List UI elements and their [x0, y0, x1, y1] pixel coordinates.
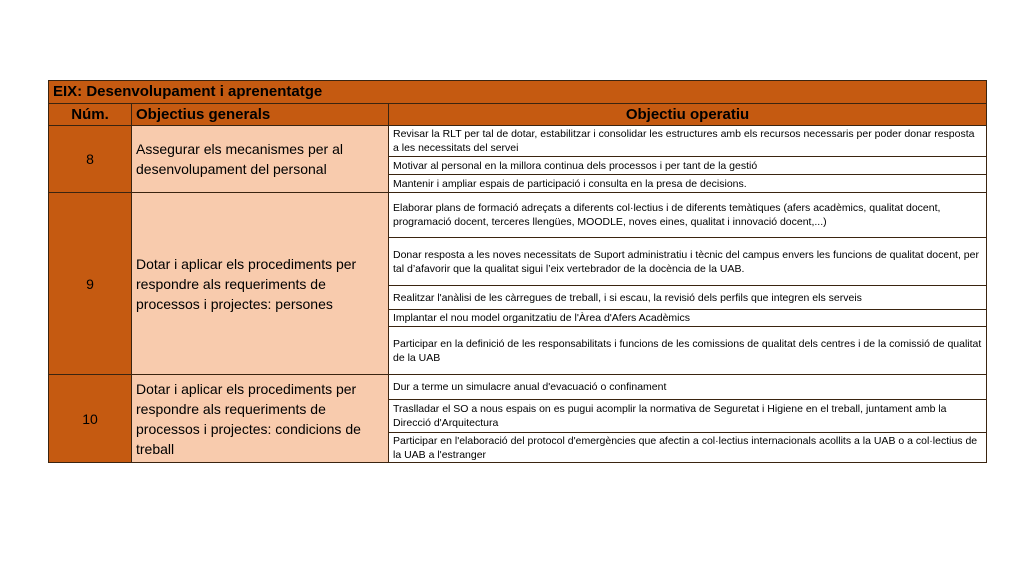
operational-objective: Participar en la definició de les responsabilitats i funcions de les comissions de qualitat dels centres i de la comissió de qualitat de la UAB — [389, 327, 987, 375]
table-title: EIX: Desenvolupament i aprenentatge — [49, 81, 987, 104]
row-num: 8 — [49, 126, 132, 193]
operational-objective: Implantar el nou model organitzatiu de l'Àrea d'Afers Acadèmics — [389, 310, 987, 327]
operational-objective: Motivar al personal en la millora continua dels processos i per tant de la gestió — [389, 157, 987, 175]
row-general-objective: Dotar i aplicar els procediments per respondre als requeriments de processos i projectes: persones — [132, 193, 389, 375]
table-row — [49, 375, 987, 400]
operational-objective: Realitzar l'anàlisi de les càrregues de treball, i si escau, la revisió dels perfils que integren els serveis — [389, 286, 987, 310]
operational-objective: Donar resposta a les noves necessitats de Suport administratiu i tècnic del campus envers les funcions de qualitat docent, per tal d’afavorir que la qualitat sigui l’eix vertebrador de la docència de la UAB. — [389, 238, 987, 286]
row-num: 10 — [49, 375, 132, 463]
operational-objective: Traslladar el SO a nous espais on es pugui acomplir la normativa de Seguretat i Higiene en el treball, juntament amb la Direcció d'Arquitectura — [389, 400, 987, 433]
operational-objective: Participar en l'elaboració del protocol d'emergències que afectin a col·lectius internacionals acollits a la UAB o a col·lectius de la UAB a l'estranger — [389, 433, 987, 463]
header-general: Objectius generals — [132, 104, 389, 126]
operational-objective: Revisar la RLT per tal de dotar, estabilitzar i consolidar les estructures amb els recursos necessaris per poder donar resposta a les necessitats del servei — [389, 126, 987, 157]
operational-objective: Mantenir i ampliar espais de participació i consulta en la presa de decisions. — [389, 175, 987, 193]
title-row — [49, 81, 987, 104]
table-row — [49, 193, 987, 238]
table-row — [49, 126, 987, 157]
row-general-objective: Assegurar els mecanismes per al desenvolupament del personal — [132, 126, 389, 193]
header-operatiu: Objectiu operatiu — [389, 104, 987, 126]
header-num: Núm. — [49, 104, 132, 126]
row-general-objective: Dotar i aplicar els procediments per respondre als requeriments de processos i projectes: condicions de treball — [132, 375, 389, 463]
row-num: 9 — [49, 193, 132, 375]
objectives-table — [48, 80, 987, 463]
operational-objective: Dur a terme un simulacre anual d'evacuació o confinament — [389, 375, 987, 400]
header-row — [49, 104, 987, 126]
operational-objective: Elaborar plans de formació adreçats a diferents col·lectius i de diferents temàtiques (afers acadèmics, qualitat docent, programació docent, terceres llengües, MOODLE, noves eines, qualitat i innovació docent,...) — [389, 193, 987, 238]
